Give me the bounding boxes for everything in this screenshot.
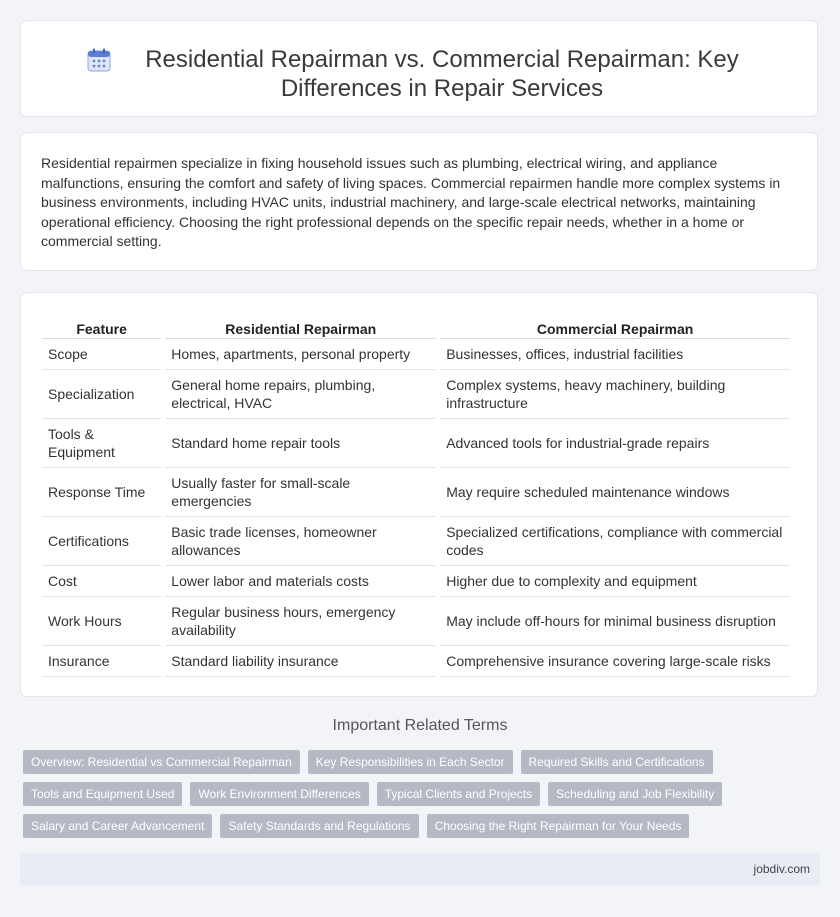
comparison-table-card [20, 292, 818, 697]
intro-card [20, 132, 818, 271]
table-row [42, 419, 790, 468]
table-row [42, 597, 790, 646]
commercial-cell: Specialized certifications, compliance with commercial codes [440, 517, 790, 566]
related-term-tag[interactable]: Safety Standards and Regulations [220, 814, 418, 838]
related-term-tag[interactable]: Required Skills and Certifications [521, 750, 713, 774]
table-header-row [42, 315, 790, 339]
footer [20, 853, 820, 886]
residential-cell: Lower labor and materials costs [165, 566, 436, 597]
commercial-cell: Businesses, offices, industrial facilities [440, 339, 790, 370]
related-terms-tags [23, 750, 823, 846]
header-commercial: Commercial Repairman [440, 315, 790, 339]
related-term-tag[interactable]: Salary and Career Advancement [23, 814, 212, 838]
commercial-cell: Comprehensive insurance covering large-scale risks [440, 646, 790, 677]
header-residential: Residential Repairman [165, 315, 436, 339]
residential-cell: Basic trade licenses, homeowner allowances [165, 517, 436, 566]
feature-cell: Scope [42, 339, 161, 370]
related-term-tag[interactable]: Work Environment Differences [190, 782, 368, 806]
intro-paragraph: Residential repairmen specialize in fixing household issues such as plumbing, electrical wiring, and appliance malfunctions, ensuring the comfort and safety of living spaces. Commercial repairmen handle more complex systems in business environments, including HVAC units, industrial machinery, and large-scale electrical networks, maintaining operational efficiency. Choosing the right professional depends on the specific repair needs, whether in a home or commercial setting. [41, 155, 781, 249]
tag-row [23, 782, 823, 806]
feature-cell: Insurance [42, 646, 161, 677]
related-term-tag[interactable]: Overview: Residential vs Commercial Repairman [23, 750, 300, 774]
table-row [42, 517, 790, 566]
feature-cell: Certifications [42, 517, 161, 566]
commercial-cell: May include off-hours for minimal business disruption [440, 597, 790, 646]
residential-cell: Standard liability insurance [165, 646, 436, 677]
residential-cell: General home repairs, plumbing, electrical, HVAC [165, 370, 436, 419]
header-feature: Feature [42, 315, 161, 339]
table-row [42, 468, 790, 517]
residential-cell: Usually faster for small-scale emergencies [165, 468, 436, 517]
feature-cell: Work Hours [42, 597, 161, 646]
residential-cell: Regular business hours, emergency availability [165, 597, 436, 646]
feature-cell: Response Time [42, 468, 161, 517]
residential-cell: Homes, apartments, personal property [165, 339, 436, 370]
related-terms-heading: Important Related Terms [332, 717, 508, 734]
commercial-cell: Advanced tools for industrial-grade repairs [440, 419, 790, 468]
related-term-tag[interactable]: Scheduling and Job Flexibility [548, 782, 722, 806]
calendar-icon [86, 47, 112, 73]
table-row [42, 370, 790, 419]
related-term-tag[interactable]: Key Responsibilities in Each Sector [308, 750, 513, 774]
related-term-tag[interactable]: Tools and Equipment Used [23, 782, 182, 806]
comparison-table [38, 315, 794, 677]
site-link[interactable]: jobdiv.com [753, 862, 810, 876]
related-term-tag[interactable]: Choosing the Right Repairman for Your Needs [427, 814, 690, 838]
feature-cell: Cost [42, 566, 161, 597]
page-title: Residential Repairman vs. Commercial Repairman: Key Differences in Repair Services [145, 46, 739, 102]
header-card [20, 20, 818, 117]
commercial-cell: Complex systems, heavy machinery, building infrastructure [440, 370, 790, 419]
table-row [42, 566, 790, 597]
table-row [42, 339, 790, 370]
tag-row [23, 814, 823, 838]
commercial-cell: Higher due to complexity and equipment [440, 566, 790, 597]
related-term-tag[interactable]: Typical Clients and Projects [377, 782, 540, 806]
feature-cell: Specialization [42, 370, 161, 419]
residential-cell: Standard home repair tools [165, 419, 436, 468]
feature-cell: Tools & Equipment [42, 419, 161, 468]
commercial-cell: May require scheduled maintenance windows [440, 468, 790, 517]
tag-row [23, 750, 823, 774]
table-row [42, 646, 790, 677]
